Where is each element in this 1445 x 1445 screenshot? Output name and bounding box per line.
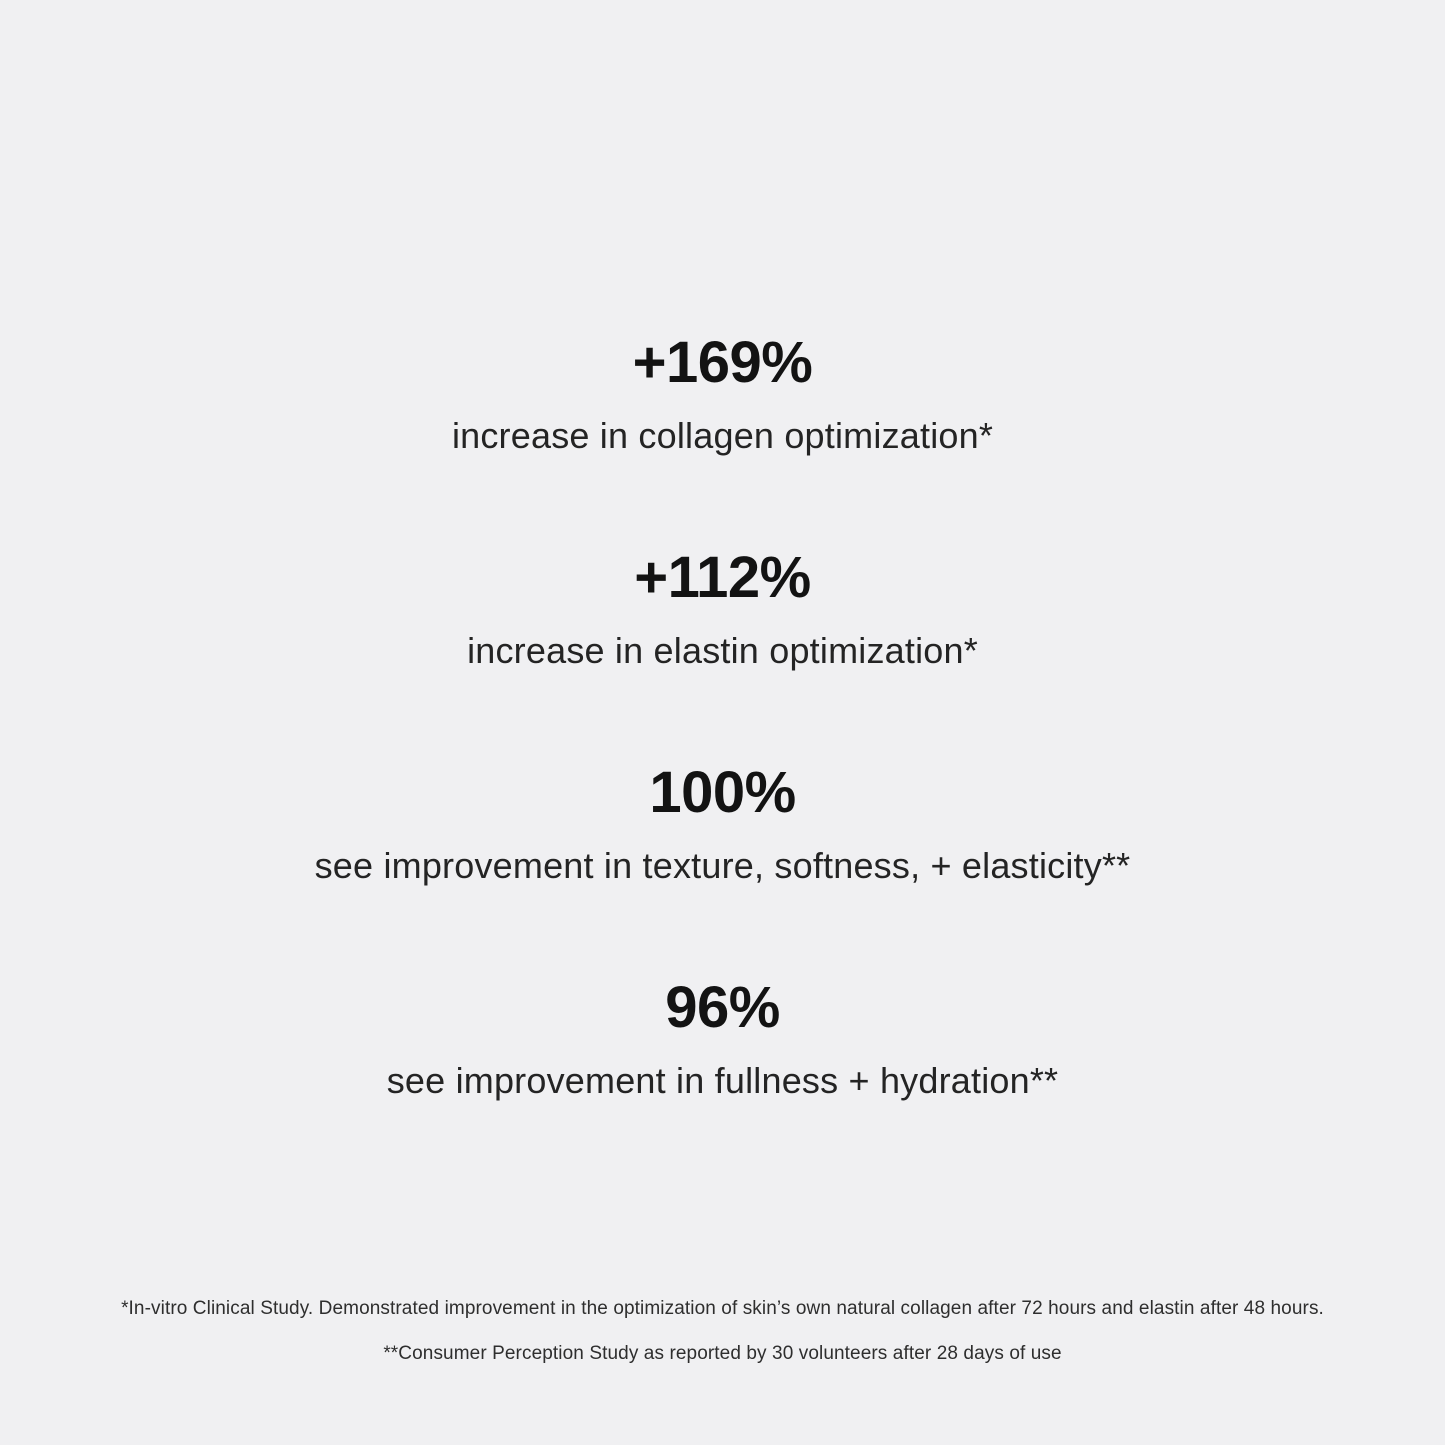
stat-caption: see improvement in fullness + hydration** [386, 1060, 1059, 1101]
stat-value: 100% [649, 760, 796, 825]
stat-caption: see improvement in texture, softness, + elasticity** [314, 845, 1131, 886]
stat-block-elastin [0, 545, 1445, 672]
footnotes [0, 1297, 1445, 1365]
stat-value: +112% [634, 545, 811, 610]
stat-block-fullness [0, 975, 1445, 1102]
stat-value: +169% [632, 330, 813, 395]
stat-caption: increase in elastin optimization* [467, 630, 978, 671]
stat-block-collagen [0, 330, 1445, 457]
stat-block-texture [0, 760, 1445, 887]
footnote-perception-study: **Consumer Perception Study as reported by 30 volunteers after 28 days of use [383, 1343, 1062, 1364]
footnote-clinical-study: *In-vitro Clinical Study. Demonstrated improvement in the optimization of skin’s own natural collagen after 72 hours and elastin after 48 hours. [121, 1298, 1324, 1319]
stat-value: 96% [665, 975, 780, 1040]
stat-caption: increase in collagen optimization* [451, 415, 994, 456]
